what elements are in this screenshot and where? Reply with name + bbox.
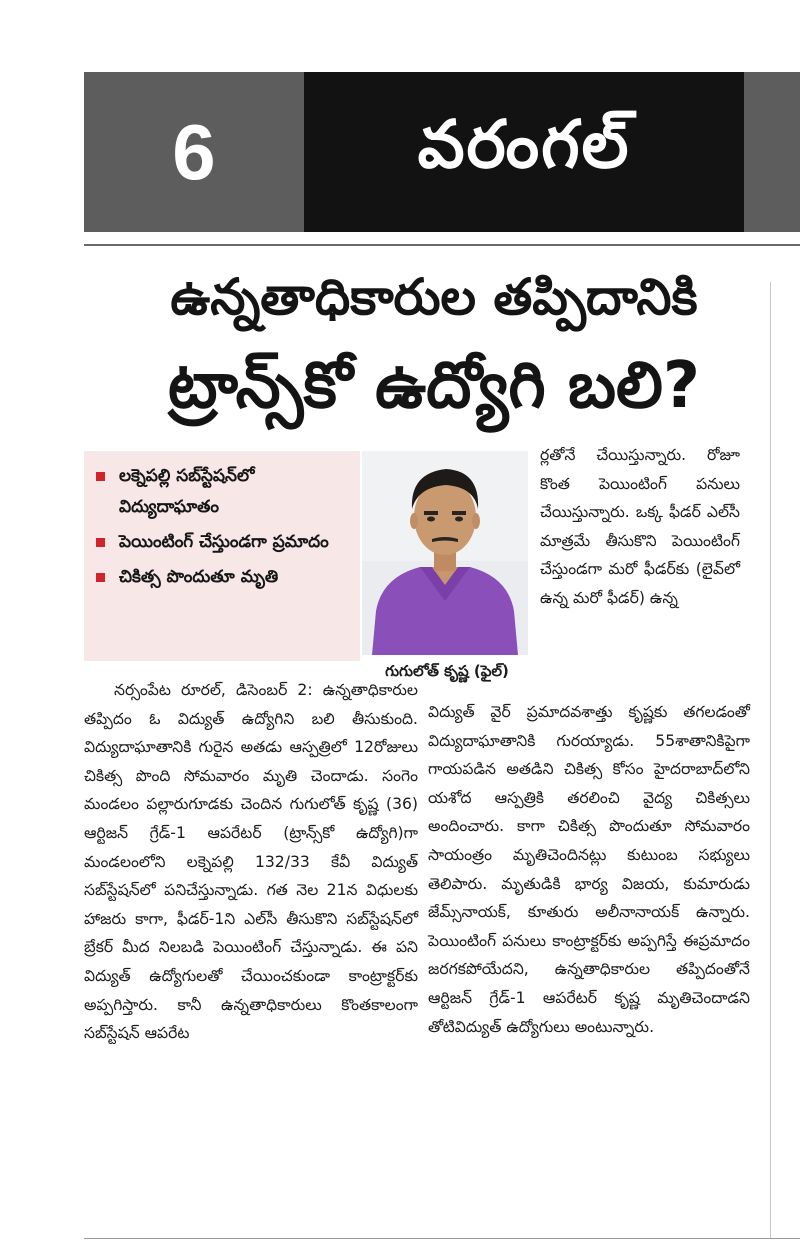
portrait-photo — [362, 451, 528, 655]
bullet-square-icon — [96, 573, 105, 582]
highlight-text: చికిత్స పొందుతూ మృతి — [119, 567, 279, 587]
highlight-text: పెయింటింగ్ చేస్తుండగా ప్రమాదం — [119, 532, 329, 552]
person-portrait-image — [362, 451, 528, 655]
highlight-item — [94, 562, 354, 593]
highlights-box — [84, 451, 360, 661]
bottom-margin — [0, 1239, 800, 1254]
headline-line-2: ట్రాన్స్‌కో ఉద్యోగి బలి? — [167, 349, 701, 423]
article-column-1: నర్సంపేట రూరల్, డిసెంబర్ 2: ఉన్నతాధికారుల తప్పిదం ఓ విద్యుత్ ఉద్యోగిని బలి తీసుకుంది. విద్యుదాఘాతానికి గురైన అతడు ఆస్పత్రిలో 12రోజులు చికిత్స పొంది సోమవారం మృతి చెందాడు. సంగెం మండలం పల్లారుగూడకు చెందిన గుగులోత్ కృష్ణ (36) ఆర్టిజన్ గ్రేడ్-1 ఆపరేటర్ (ట్రాన్స్‌కో ఉద్యోగి)గా మండలంలోని లక్నెపల్లి 132/33 కేవీ విద్యుత్ సబ్‌స్టేషన్‌లో పనిచేస్తున్నాడు. గత నెల 21న విధులకు హాజరు కాగా, ఫీడర్-1ని ఎల్‌సీ తీసుకొని సబ్‌స్టేషన్‌లో బ్రేకర్ మీద నిలబడి పెయింటింగ్ చేస్తున్నాడు. ఈ పని విద్యుత్ ఉద్యోగులతో చేయించకుండా కాంట్రాక్టర్‌కు అప్పగిస్తారు. కానీ ఉన్నతాధికారులు కొంతకాలంగా సబ్‌స్టేషన్ ఆపరేట — [84, 681, 418, 1043]
article-column-2-bottom: విద్యుత్ వైర్ ప్రమాదవశాత్తు కృష్ణకు తగలడంతో విద్యుదాఘాతానికి గురయ్యాడు. 55శాతానికిపైగా గాయపడిన అతడిని చికిత్స కోసం హైదరాబాద్‌లోని యశోద ఆస్పత్రికి తరలించి వైద్య చికిత్సలు అందించారు. కాగా చికిత్స పొందుతూ సోమవారం సాయంత్రం మృతిచెందినట్లు కుటుంబ సభ్యులు తెలిపారు. మృతుడికి భార్య విజయ, కుమారుడు జేమ్స్‌నాయక్, కూతురు అలీనానాయక్ ఉన్నారు. పెయింటింగ్ పనులు కాంట్రాక్టర్‌కు అప్పగిస్తే ఈప్రమాదం జరగకపోయేదని, ఉన్నతాధికారుల తప్పిదంతోనే ఆర్టిజన్ గ్రేడ్-1 ఆపరేటర్ కృష్ణ మృతిచెందాడని తోటివిద్యుత్ ఉద్యోగులు అంటున్నారు. — [428, 703, 750, 1036]
highlight-item — [94, 461, 354, 523]
masthead-divider — [84, 244, 800, 246]
headline-line-1: ఉన్నతాధికారుల తప్పిదానికి — [170, 268, 698, 326]
bullet-square-icon — [96, 538, 105, 547]
column-divider — [770, 282, 771, 1238]
section-title: వరంగల్ — [417, 105, 631, 183]
section-banner — [304, 72, 744, 232]
page-number: 6 — [172, 107, 216, 196]
highlight-item — [94, 527, 354, 558]
top-margin — [0, 0, 800, 72]
bullet-square-icon — [96, 472, 105, 481]
article-column-2-top: ర్లతోనే చేయిస్తున్నారు. రోజూ కొంత పెయింటింగ్ పనులు చేయిస్తున్నారు. ఒక్క ఫీడర్ ఎల్‌సీ మాత్రమే తీసుకొని పెయింటింగ్ చేస్తుండగా మరో ఫీడర్‌కు (లైవ్‌లో ఉన్న మరో ఫీడర్) ఉన్న — [540, 446, 740, 607]
highlight-text: లక్నెపల్లి సబ్‌స్టేషన్‌లో విద్యుదాఘాతం — [119, 466, 255, 517]
page-masthead — [84, 72, 800, 232]
photo-caption: గుగులోత్ కృష్ణ (ఫైల్) — [385, 662, 509, 680]
